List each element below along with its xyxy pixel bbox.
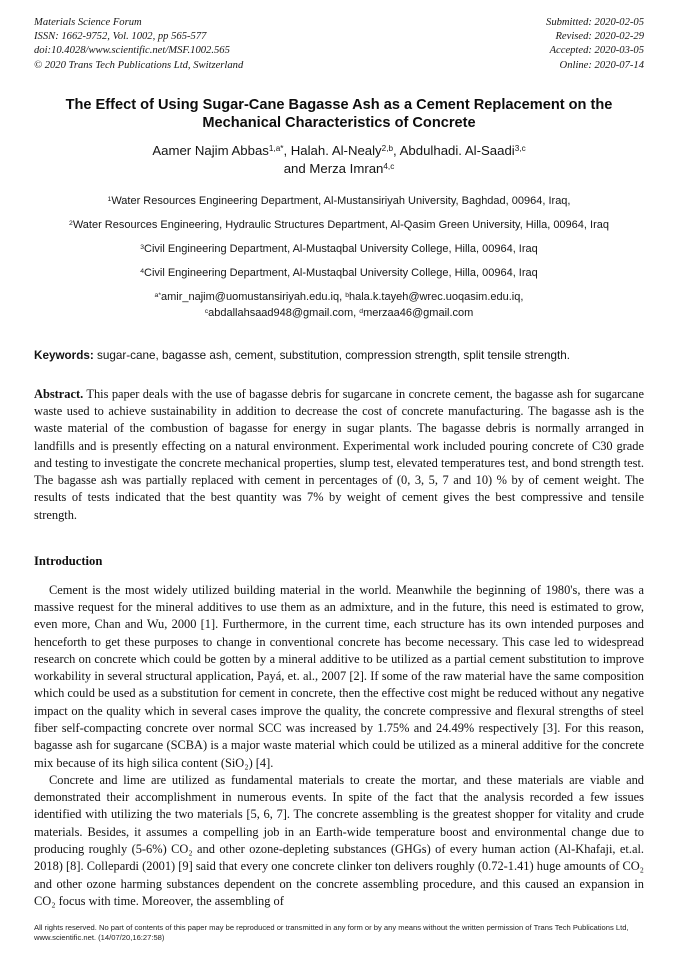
affiliation-1-marker: 1 (107, 195, 112, 203)
journal-header (34, 16, 644, 73)
keywords-label: Keywords: (34, 349, 94, 363)
abstract (34, 386, 644, 524)
affiliation-2-marker: 2 (69, 220, 73, 228)
abstract-text: This paper deals with the use of bagasse debris for sugarcane in concrete cement, the bagasse ash for sugarcane waste used to achieve sustainability in addition to decrease the cost of concrete manufacturing. The bagasse ash is the waste material of the combustion of bagasse for energy in sugar plants. The bagasse debris is normally arranged in landfills and is presently effecting on a natural environment. Experimental work included pouring concrete of C30 grade and testing to investigate the concrete mechanical properties, slump test, elevated temperatures test, and bond strength test. The bagasse ash was partially replaced with cement in percentages of (0, 3, 5, 7 and 10) % by of cement weight. The results of tests indicated that the best quantity was 7% by weight of cement gives the best compressive and tensile strength. (34, 386, 644, 522)
affiliation-3-marker: 3 (140, 244, 145, 252)
introduction-paragraph-2: Concrete and lime are utilized as fundamental materials to create the mortar, and these materials are viable and demonstrated their accomplishment in numerous events. In spite of the fact that the analysis recorded a few issues identified with utilizing the two materials [5, 6, 7]. The concrete assembling is the greatest shopper for vitality and crude materials. Besides, it assumes a compelling job in an Earth-wide temperature boost and environmental change due to producing roughly (5-6%) CO₂ and other ozone-depleting substances (GHGs) of every human action (Al-Khafaji, et.al. 2018) [8]. Collepardi (2001) [9] said that every one concrete clinker ton delivers roughly (0.72-1.41) huge amounts of CO₂ and other ozone harming substances dependent on the concrete assembling procedure, and this caused an expansion in CO₂ focus with time. Moreover, the assembling of (34, 772, 644, 908)
introduction-heading: Introduction (34, 554, 103, 569)
footer-copyright: All rights reserved. No part of contents of this paper may be reproduced or transmitted in any form or by any means without the written permission of Trans Tech Publications Ltd, www.scientific.net. (14/07/20,16:27:58) (34, 923, 629, 943)
journal-name: Materials Science Forum (34, 17, 142, 28)
affiliation-1 (39, 189, 639, 213)
affiliation-4-marker: 4 (140, 268, 145, 276)
submitted-date: Submitted: 2020-02-05 (546, 17, 644, 28)
affiliation-2 (39, 214, 639, 238)
author-emails: $^{a*}$amir_najim@uomustansiriyah.edu.iq, $^b$hala.k.tayeh@wrec.uoqasim.edu.iq, $^c$abdallahsaad948@gmail.com, $^d$merzaa46@gmail.com (154, 291, 524, 320)
journal-doi: doi:10.4028/www.scientific.net/MSF.1002.565 (34, 45, 230, 57)
abstract-label: Abstract. (34, 386, 84, 401)
affiliation-2-text: Water Resources Engineering, Hydraulic Structures Department, Al-Qasim Green University, Hilla, 00964, Iraq (72, 219, 609, 232)
introduction-paragraph-1: Cement is the most widely utilized building material in the world. Meanwhile the beginning of 1980's, there was a massive request for the mineral additives to use them as an admixture, and in the future, this need is estimated to grow, even more, Chan and Wu, 2000 [1]. Furthermore, in the current time, each structure has its own intended purposes and henceforth to get these purposes to change in conventional concrete has become necessary. This case led to widespread research on concrete which could be gotten by a mineral additive to be utilized as a partial cement substitution to improve workability in several structural application, Payá, et. al., 2007 [2]. If some of the raw material have the same composition which could be used as a substitution for cement in concrete, then the effective cost might be reduced without any negative impact on the quality which in several cases improve the quality, the concrete compressive and flexural strengths of steel fiber self-compacting concrete over normal SCC was increased by 1.75% and 24.49% respectively [3]. For this reason, bagasse ash for sugarcane (SCBA) is a major waste material which could be utilized as a mineral additive for the concrete mix because of its high silica content (SiO₂) [4]. (34, 582, 644, 770)
submission-dates (546, 16, 644, 73)
journal-issn-volume: ISSN: 1662-9752, Vol. 1002, pp 565-577 (34, 31, 207, 43)
keywords-line (34, 348, 644, 365)
affiliation-3 (39, 238, 639, 262)
affiliation-4-text: Civil Engineering Department, Al-Mustaqbal University College, Hilla, 00964, Iraq (144, 267, 538, 280)
journal-meta (34, 16, 243, 73)
keywords-text: sugar-cane, bagasse ash, cement, substitution, compression strength, split tensile strength. (93, 349, 570, 363)
affiliation-1-text: Water Resources Engineering Department, Al-Mustansiriyah University, Baghdad, 00964, Iraq, (111, 194, 571, 207)
paper-title: The Effect of Using Sugar-Cane Bagasse Ash as a Cement Replacement on the Mechanical Characteristics of Concrete (65, 96, 613, 132)
affiliation-4 (39, 262, 639, 286)
journal-copyright: © 2020 Trans Tech Publications Ltd, Switzerland (34, 59, 244, 71)
online-date: Online: 2020-07-14 (559, 59, 644, 71)
affiliations (34, 189, 644, 286)
accepted-date: Accepted: 2020-03-05 (549, 45, 644, 57)
affiliation-3-text: Civil Engineering Department, Al-Mustaqbal University College, Hilla, 00964, Iraq (144, 243, 538, 256)
authors-line: Aamer Najim Abbas$^{1,a*}$, Halah. Al-Nealy$^{2,b}$, Abdulhadi. Al-Saadi$^{3,c}$ and Merza Imran$^{4,c}$ (152, 142, 526, 176)
revised-date: Revised: 2020-02-29 (555, 31, 644, 43)
